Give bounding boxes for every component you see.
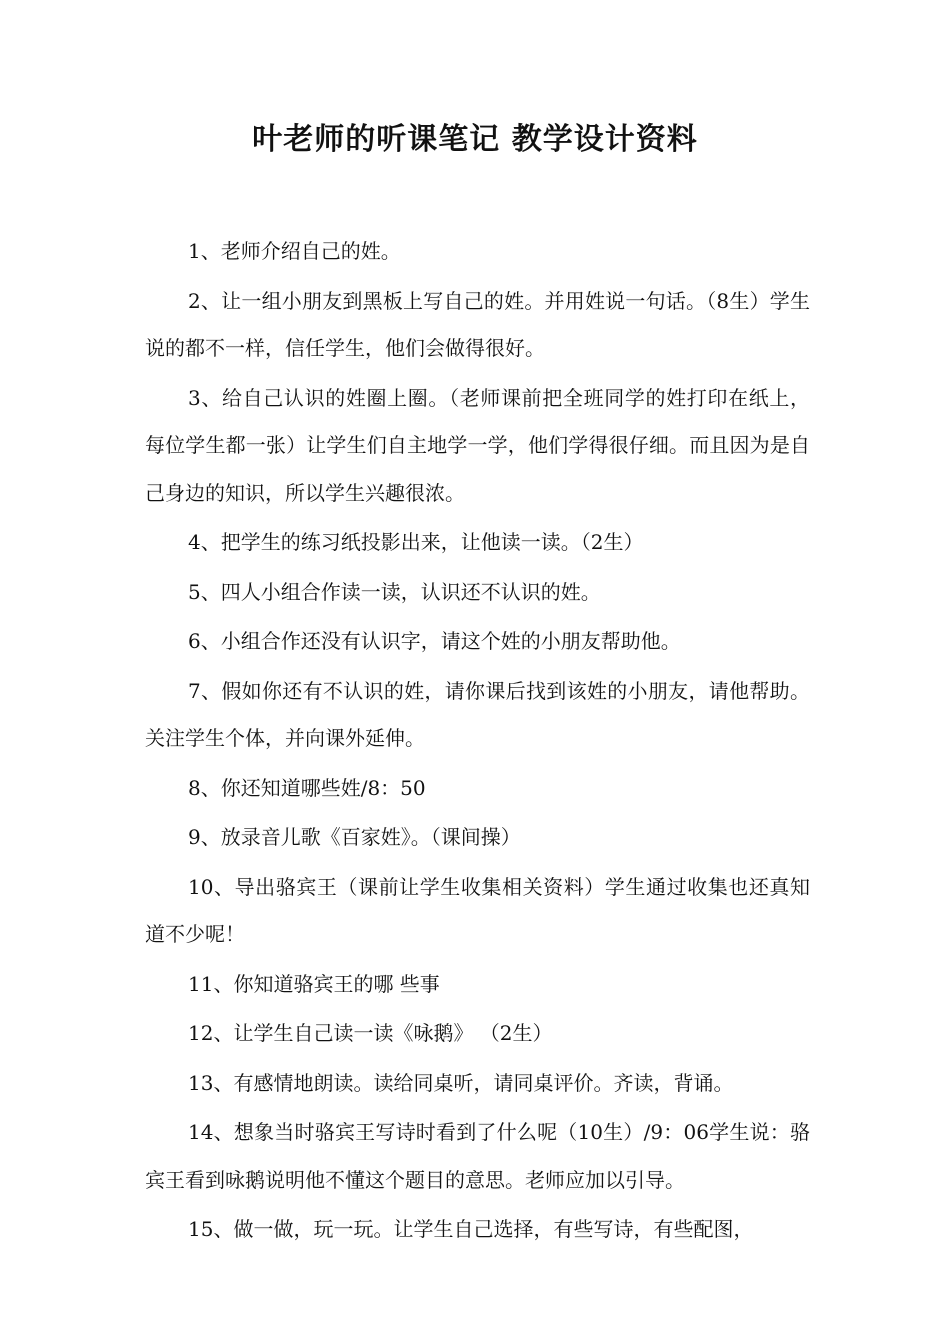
paragraph: 5、四人小组合作读一读，认识还不认识的姓。 [188,579,601,604]
paragraph: 10、导出骆宾王（课前让学生收集相关资料）学生通过收集也还真知道不少呢！ [145,874,810,946]
paragraph: 4、把学生的练习纸投影出来，让他读一读。（2生） [188,530,644,554]
paragraph: 8、你还知道哪些姓/8：50 [188,775,426,800]
paragraph: 15、做一做，玩一玩。让学生自己选择，有些写诗，有些配图， [188,1217,754,1241]
paragraph: 2、让一组小朋友到黑板上写自己的姓。并用姓说一句话。（8生）学生说的都不一样，信任学生，他们会做得很好。 [145,288,810,360]
paragraph: 1、老师介绍自己的姓。 [188,239,401,263]
paragraph: 12、让学生自己读一读《咏鹅》 （2生） [188,1021,553,1045]
paragraph: 14、想象当时骆宾王写诗时看到了什么呢（10生）/9：06学生说：骆宾王看到咏鹅说明他不懂这个题目的意思。老师应加以引导。 [145,1120,810,1192]
paragraph: 9、放录音儿歌《百家姓》。（课间操） [188,825,521,849]
paragraph: 7、假如你还有不认识的姓，请你课后找到该姓的小朋友，请他帮助。关注学生个体，并向课外延伸。 [145,678,810,750]
paragraph: 13、有感情地朗读。读给同桌听，请同桌评价。齐读，背诵。 [188,1070,734,1095]
paragraph: 11、你知道骆宾王的哪 些事 [188,971,440,996]
document-title: 叶老师的听课笔记 教学设计资料 [252,122,698,157]
paragraph: 3、给自己认识的姓圈上圈。（老师课前把全班同学的姓打印在纸上，每位学生都一张）让学生们自主地学一学，他们学得很仔细。而且因为是自己身边的知识，所以学生兴趣很浓。 [145,385,810,505]
document-body [145,228,810,1256]
paragraph: 6、小组合作还没有认识字，请这个姓的小朋友帮助他。 [188,629,681,653]
